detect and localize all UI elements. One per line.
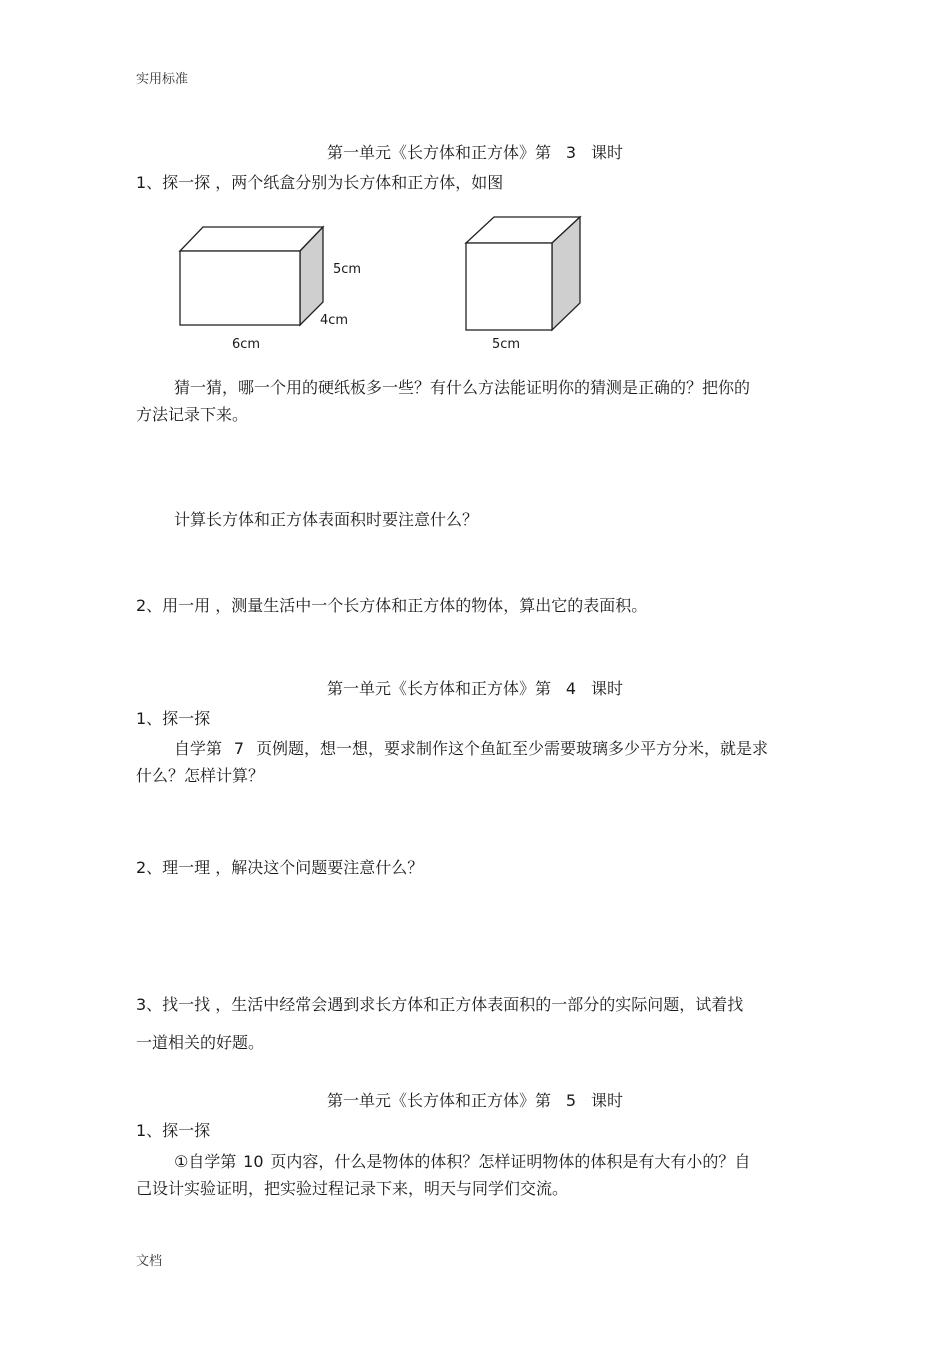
lesson-3-title: 第一单元《长方体和正方体》第 3 课时 [326,143,624,162]
lesson-3-question-2: 2、用一用 ，测量生活中一个长方体和正方体的物体，算出它的表面积。 [136,596,648,615]
lesson-4-question-3-line-1: 3、找一找 ，生活中经常会遇到求长方体和正方体表面积的一部分的实际问题，试着找 [136,995,744,1014]
lesson-5-question-1: 1、探一探 [136,1121,211,1140]
page-footer: 文档 [136,1254,163,1269]
cube-edge-label: 5cm [492,337,521,352]
cube-figure [464,215,584,333]
page-header: 实用标准 [136,72,189,87]
lesson-5-paragraph-line-2: 己设计实验证明，把实验过程记录下来，明天与同学们交流。 [136,1179,569,1198]
cube-front-face [466,243,552,330]
lesson-4-question-2: 2、理一理 ，解决这个问题要注意什么？ [136,858,424,877]
lesson-5-title: 第一单元《长方体和正方体》第 5 课时 [326,1091,624,1110]
lesson-3-note: 计算长方体和正方体表面积时要注意什么？ [174,510,479,529]
lesson-4-question-3-line-2: 一道相关的好题。 [136,1033,265,1052]
cuboid-depth-label: 4cm [320,313,349,328]
cuboid-height-label: 5cm [333,262,362,277]
cuboid-length-label: 6cm [232,337,261,352]
lesson-3-guess-line-1: 猜一猜，哪一个用的硬纸板多一些？有什么方法能证明你的猜测是正确的？把你的 [174,378,751,397]
lesson-4-question-1: 1、探一探 [136,709,211,728]
cuboid-top-face [180,227,323,251]
lesson-3-guess-line-2: 方法记录下来。 [136,405,249,424]
cuboid-front-face [180,251,300,325]
lesson-4-title: 第一单元《长方体和正方体》第 4 课时 [326,679,624,698]
lesson-4-paragraph-line-2: 什么？怎样计算？ [136,766,265,785]
cuboid-figure [178,225,328,329]
lesson-3-question-1: 1、探一探 ，两个纸盒分别为长方体和正方体，如图 [136,173,504,192]
lesson-5-paragraph-line-1: ①自学第 10 页内容，什么是物体的体积？怎样证明物体的体积是有大有小的？自 [174,1152,751,1171]
lesson-4-paragraph-line-1: 自学第 7 页例题，想一想，要求制作这个鱼缸至少需要玻璃多少平方分米，就是求 [174,739,769,758]
